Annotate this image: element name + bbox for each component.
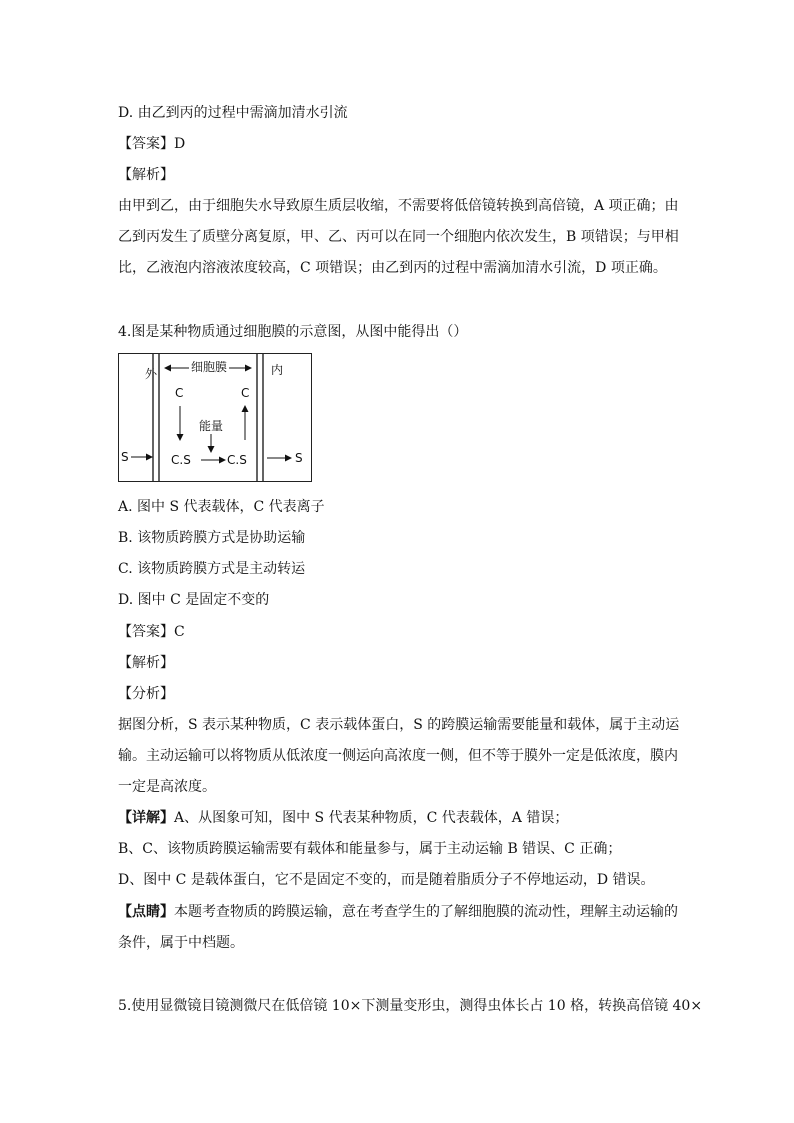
q3-analysis-line-1: 由甲到乙，由于细胞失水导致原生质层收缩，不需要将低倍镜转换到高倍镜，A 项正确；由 — [118, 198, 679, 214]
q5-stem: 5.使用显微镜目镜测微尺在低倍镜 10×下测量变形虫，测得虫体长占 10 格，转换高倍镜 40× — [118, 998, 703, 1014]
q4-fenxi-line-2: 输。主动运输可以将物质从低浓度一侧运向高浓度一侧，但不等于膜外一定是低浓度，膜内 — [118, 748, 678, 764]
carrier-c-left: C — [175, 386, 184, 400]
q3-analysis-line-3: 比，乙液泡内溶液浓度较高，C 项错误；由乙到丙的过程中需滴加清水引流，D 项正确。 — [118, 260, 667, 276]
substance-s-inside: S — [295, 451, 303, 465]
q4-answer: 【答案】C — [118, 624, 185, 640]
q4-dianjing-label: 【点睛】 — [118, 904, 174, 920]
q4-dianjing-line-2: 条件，属于中档题。 — [118, 935, 244, 951]
q4-detail-text-1: A、从图象可知，图中 S 代表某种物质，C 代表载体，A 错误； — [174, 810, 569, 826]
q4-fenxi-label: 【分析】 — [118, 686, 174, 702]
q3-analysis-label: 【解析】 — [118, 167, 174, 183]
q4-option-d: D. 图中 C 是固定不变的 — [118, 592, 270, 608]
q4-dianjing-line-1 — [118, 902, 678, 922]
q4-analysis-label: 【解析】 — [118, 655, 174, 671]
energy-label: 能量 — [199, 419, 224, 433]
q4-option-b: B. 该物质跨膜方式是协助运输 — [118, 530, 306, 546]
outside-label: 外 — [145, 367, 158, 381]
membrane-transport-svg — [119, 354, 311, 481]
q3-answer: 【答案】D — [118, 136, 186, 152]
carrier-c-right: C — [241, 386, 250, 400]
substance-s-outside: S — [121, 450, 129, 464]
q4-dianjing-text-1: 本题考查物质的跨膜运输，意在考查学生的了解细胞膜的流动性，理解主动运输的 — [174, 904, 678, 920]
q4-option-a: A. 图中 S 代表载体，C 代表离子 — [118, 499, 325, 515]
membrane-label: 细胞膜 — [190, 360, 228, 374]
membrane-transport-diagram — [118, 353, 312, 482]
q4-option-c: C. 该物质跨膜方式是主动转运 — [118, 561, 306, 577]
q3-option-d: D. 由乙到丙的过程中需滴加清水引流 — [118, 105, 348, 121]
complex-cs-left: C.S — [171, 453, 191, 467]
inside-label: 内 — [271, 363, 284, 377]
q4-fenxi-line-3: 一定是高浓度。 — [118, 779, 216, 795]
complex-cs-right: C.S — [227, 453, 247, 467]
q4-detail-line-2: B、C、该物质跨膜运输需要有载体和能量参与，属于主动运输 B 错误、C 正确； — [118, 841, 622, 857]
q4-stem: 4.图是某种物质通过细胞膜的示意图，从图中能得出（） — [118, 324, 468, 340]
q4-fenxi-line-1: 据图分析，S 表示某种物质，C 表示载体蛋白，S 的跨膜运输需要能量和载体，属于主动运 — [118, 717, 680, 733]
q4-detail-line-3: D、图中 C 是载体蛋白，它不是固定不变的，而是随着脂质分子不停地运动，D 错误。 — [118, 872, 655, 888]
q3-analysis-line-2: 乙到丙发生了质壁分离复原，甲、乙、丙可以在同一个细胞内依次发生，B 项错误；与甲相 — [118, 229, 679, 245]
q4-detail-label: 【详解】 — [118, 810, 174, 826]
q4-detail-line-1 — [118, 808, 568, 828]
